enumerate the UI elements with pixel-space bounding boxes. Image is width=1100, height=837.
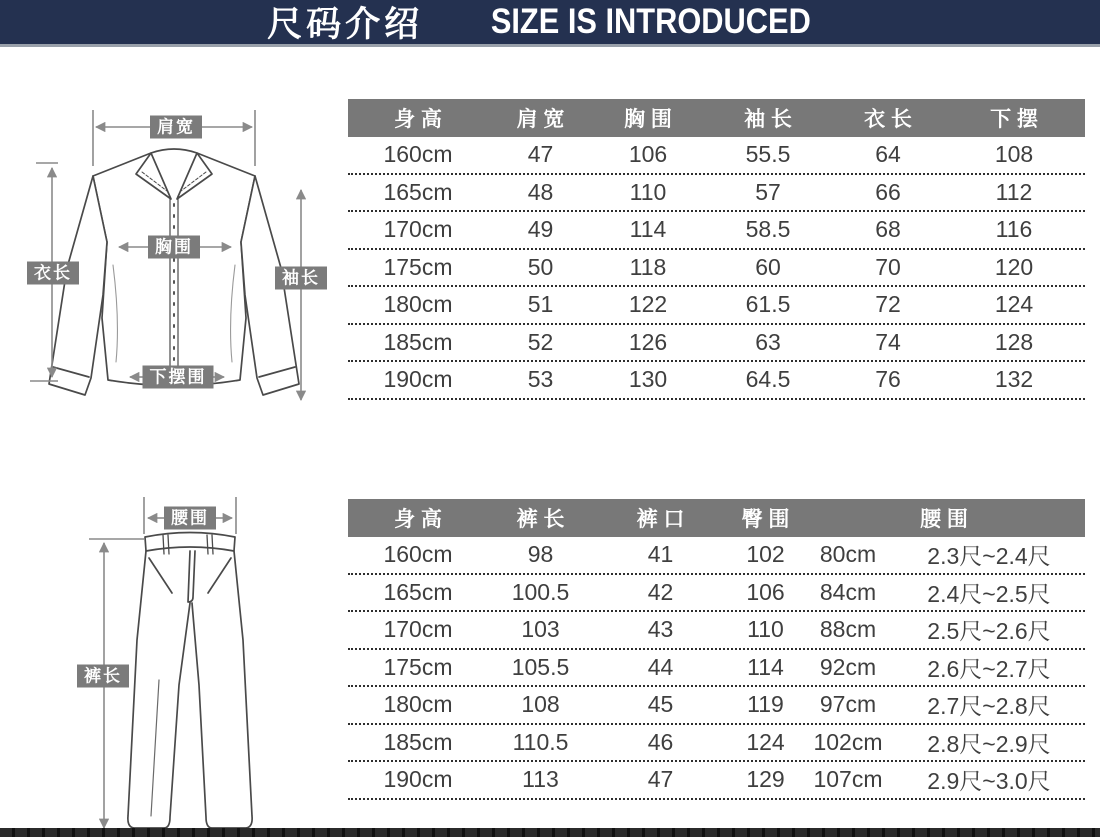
shirt-table-row (348, 175, 1085, 213)
cell-pants-length: 103 (521, 616, 560, 643)
cell-waist-cm: 92cm (819, 653, 877, 680)
cell-sleeve: 58.5 (745, 216, 791, 243)
cell-chest: 130 (628, 366, 668, 393)
cell-leg-opening: 43 (647, 616, 674, 643)
cell-waist-cm: 84cm (819, 578, 877, 605)
cell-leg-opening: 46 (647, 728, 674, 755)
cell-height: 185cm (383, 328, 453, 355)
banner (0, 0, 1100, 47)
cell-waist-cm: 80cm (819, 541, 877, 568)
banner-title-en: SIZE IS INTRODUCED (491, 2, 812, 41)
cell-shoulder: 49 (527, 216, 554, 243)
cell-height: 175cm (383, 653, 453, 680)
cell-waist-chi: 2.9尺~3.0尺 (927, 768, 1051, 795)
cell-waist-cm: 97cm (819, 691, 877, 718)
cell-waist-cm: 107cm (813, 766, 883, 793)
col-header-leg-opening: 裤 口 (636, 508, 685, 531)
waist-label: 腰围 (164, 507, 216, 530)
cell-hip: 124 (746, 728, 785, 755)
cell-length: 72 (875, 291, 901, 318)
chest-label: 胸围 (148, 236, 200, 259)
shirt-table-body (348, 137, 1085, 400)
col-header-hip: 臀 围 (741, 508, 790, 531)
cell-shoulder: 53 (527, 366, 554, 393)
cell-sleeve: 60 (755, 253, 781, 280)
cell-length: 64 (875, 141, 901, 168)
col-header-length: 衣 长 (864, 108, 912, 131)
body-length-label: 衣长 (27, 262, 79, 285)
cell-shoulder: 51 (527, 291, 554, 318)
bottom-divider (0, 828, 1100, 837)
cell-shoulder: 50 (527, 253, 554, 280)
cell-shoulder: 52 (527, 328, 554, 355)
cell-waist-chi: 2.5尺~2.6尺 (927, 618, 1051, 645)
cell-hem: 124 (994, 291, 1034, 318)
pants-table-row (348, 612, 1085, 650)
col-header-waist: 腰 围 (920, 508, 968, 531)
cell-height: 160cm (383, 541, 453, 568)
shirt-diagram (10, 90, 340, 420)
cell-hem: 132 (994, 366, 1034, 393)
cell-hip: 102 (746, 541, 785, 568)
cell-hem: 120 (994, 253, 1034, 280)
cell-leg-opening: 44 (647, 653, 674, 680)
col-header-chest: 胸 围 (624, 108, 672, 131)
pants-table-row (348, 575, 1085, 613)
cell-pants-length: 108 (521, 691, 560, 718)
cell-length: 74 (875, 328, 901, 355)
cell-pants-length: 113 (522, 766, 559, 793)
cell-waist-chi: 2.4尺~2.5尺 (927, 580, 1051, 607)
cell-length: 66 (875, 178, 901, 205)
cell-pants-length: 98 (527, 541, 554, 568)
pants-size-table (348, 499, 1085, 800)
shirt-table-row (348, 250, 1085, 288)
col-header-height: 身 高 (394, 508, 442, 531)
cell-sleeve: 64.5 (745, 366, 791, 393)
cell-leg-opening: 45 (647, 691, 674, 718)
cell-sleeve: 55.5 (745, 141, 791, 168)
col-header-sleeve: 袖 长 (744, 108, 792, 131)
cell-length: 68 (875, 216, 901, 243)
col-header-shoulder: 肩 宽 (516, 108, 565, 131)
pants-drawing (60, 480, 340, 837)
pants-table-body (348, 537, 1085, 800)
shirt-table-row (348, 137, 1085, 175)
cell-pants-length: 110.5 (512, 728, 569, 755)
cell-hem: 108 (994, 141, 1034, 168)
pants-table-header (348, 499, 1085, 537)
cell-waist-chi: 2.3尺~2.4尺 (927, 543, 1051, 570)
shirt-outline (49, 149, 299, 395)
cell-height: 180cm (383, 691, 453, 718)
col-header-height: 身 高 (394, 108, 442, 131)
cell-chest: 122 (628, 291, 668, 318)
hem-label: 下摆围 (143, 366, 214, 389)
pants-table-row (348, 762, 1085, 800)
col-header-pants-length: 裤 长 (516, 508, 565, 531)
cell-pants-length: 100.5 (511, 578, 570, 605)
cell-shoulder: 47 (527, 141, 554, 168)
shirt-table-header (348, 99, 1085, 137)
cell-height: 190cm (383, 766, 453, 793)
sleeve-length-label: 袖长 (275, 267, 327, 290)
cell-sleeve: 63 (755, 328, 781, 355)
shirt-table-row (348, 287, 1085, 325)
cell-hip: 106 (746, 578, 785, 605)
pants-table-row (348, 687, 1085, 725)
cell-leg-opening: 41 (647, 541, 674, 568)
cell-height: 175cm (383, 253, 453, 280)
shirt-table-row (348, 362, 1085, 400)
cell-chest: 106 (628, 141, 668, 168)
cell-hip: 119 (747, 691, 784, 718)
cell-hip: 129 (746, 766, 785, 793)
pants-table-row (348, 537, 1085, 575)
cell-chest: 118 (629, 253, 667, 280)
cell-waist-cm: 88cm (819, 616, 877, 643)
cell-height: 165cm (383, 578, 453, 605)
cell-waist-cm: 102cm (813, 728, 883, 755)
cell-height: 170cm (383, 216, 453, 243)
cell-length: 76 (875, 366, 901, 393)
cell-waist-chi: 2.8尺~2.9尺 (927, 730, 1051, 757)
cell-sleeve: 61.5 (745, 291, 791, 318)
shoulder-width-label: 肩宽 (150, 116, 202, 139)
cell-shoulder: 48 (527, 178, 554, 205)
shirt-table-row (348, 325, 1085, 363)
pants-table-row (348, 650, 1085, 688)
pants-table-row (348, 725, 1085, 763)
cell-height: 185cm (383, 728, 453, 755)
cell-chest: 126 (628, 328, 668, 355)
cell-chest: 114 (629, 216, 667, 243)
cell-hem: 116 (995, 216, 1033, 243)
cell-hem: 112 (995, 178, 1033, 205)
cell-leg-opening: 42 (647, 578, 674, 605)
cell-hip: 114 (747, 653, 784, 680)
cell-waist-chi: 2.7尺~2.8尺 (927, 693, 1051, 720)
cell-hip: 110 (747, 616, 784, 643)
cell-height: 160cm (383, 141, 453, 168)
shirt-size-table (348, 99, 1085, 400)
cell-sleeve: 57 (755, 178, 781, 205)
cell-chest: 110 (629, 178, 667, 205)
shirt-table-row (348, 212, 1085, 250)
banner-title-zh: 尺码介绍 (267, 5, 424, 44)
pants-length-label: 裤长 (77, 665, 129, 688)
cell-waist-chi: 2.6尺~2.7尺 (927, 655, 1051, 682)
cell-length: 70 (875, 253, 901, 280)
cell-hem: 128 (994, 328, 1034, 355)
cell-height: 190cm (383, 366, 453, 393)
col-header-hem: 下 摆 (990, 108, 1038, 131)
cell-height: 170cm (383, 616, 453, 643)
cell-leg-opening: 47 (647, 766, 674, 793)
cell-pants-length: 105.5 (511, 653, 570, 680)
pants-diagram (60, 480, 340, 837)
cell-height: 165cm (383, 178, 453, 205)
cell-height: 180cm (383, 291, 453, 318)
pants-outline (128, 533, 252, 829)
